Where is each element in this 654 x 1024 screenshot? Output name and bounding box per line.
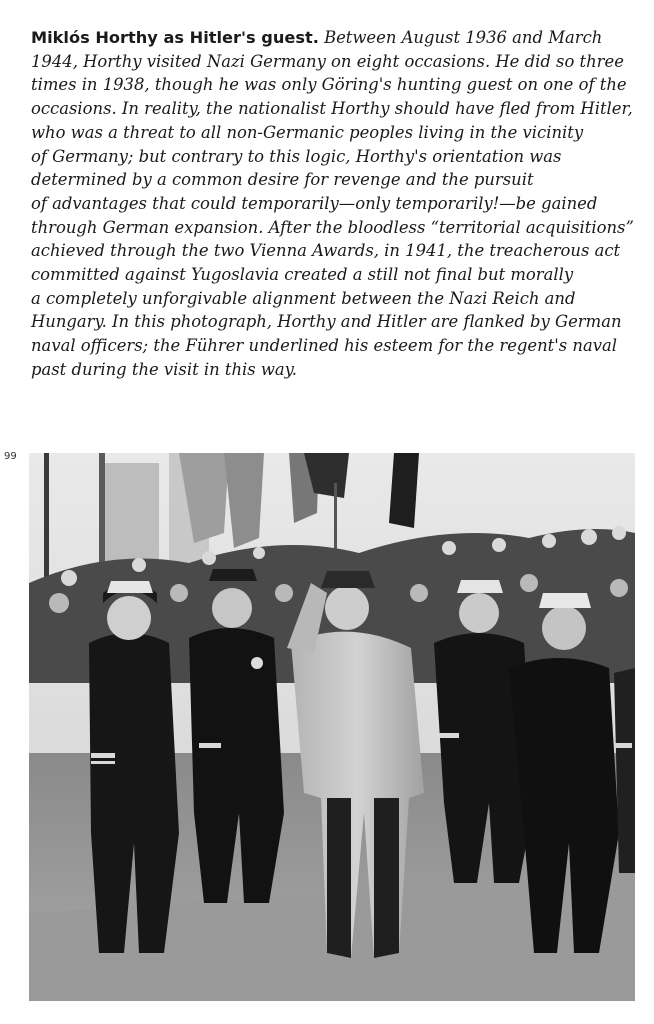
caption-text: determined by a common desire for revenge and the pursuit	[31, 170, 534, 190]
caption-text: of advantages that could temporarily—only temporarily!—be gained	[31, 193, 598, 213]
caption-text: of Germany; but contrary to this logic, Horthy's orientation was	[31, 146, 562, 166]
caption-text: past during the visit in this way.	[31, 359, 297, 379]
caption-text: achieved through the two Vienna Awards, in 1941, the treacherous act	[31, 241, 621, 261]
caption-text: committed against Yugoslavia created a still not final but morally	[31, 265, 574, 285]
black-and-white-photograph	[29, 453, 635, 1001]
caption-text: who was a threat to all non-Germanic peoples living in the vicinity	[31, 122, 584, 142]
caption-text: 1944, Horthy visited Nazi Germany on eight occasions. He did so three	[31, 51, 624, 71]
caption-text: Between August 1936 and March	[324, 28, 603, 47]
page-number: 99	[4, 451, 17, 462]
photo-caption	[31, 26, 634, 382]
caption-line-1	[31, 26, 631, 50]
caption-text: naval officers; the Führer underlined his esteem for the regent's naval	[31, 336, 617, 356]
caption-title: Miklós Horthy as Hitler's guest.	[31, 28, 319, 47]
caption-text: a completely unforgivable alignment between the Nazi Reich and	[31, 288, 576, 308]
caption-text: times in 1938, though he was only Göring's hunting guest on one of the	[31, 75, 627, 95]
photograph-icon	[29, 453, 635, 1001]
caption-text: occasions. In reality, the nationalist Horthy should have fled from Hitler,	[31, 99, 633, 119]
caption-text: Hungary. In this photograph, Horthy and Hitler are flanked by German	[31, 312, 622, 332]
caption-text: through German expansion. After the bloodless “territorial acquisitions”	[31, 217, 634, 237]
